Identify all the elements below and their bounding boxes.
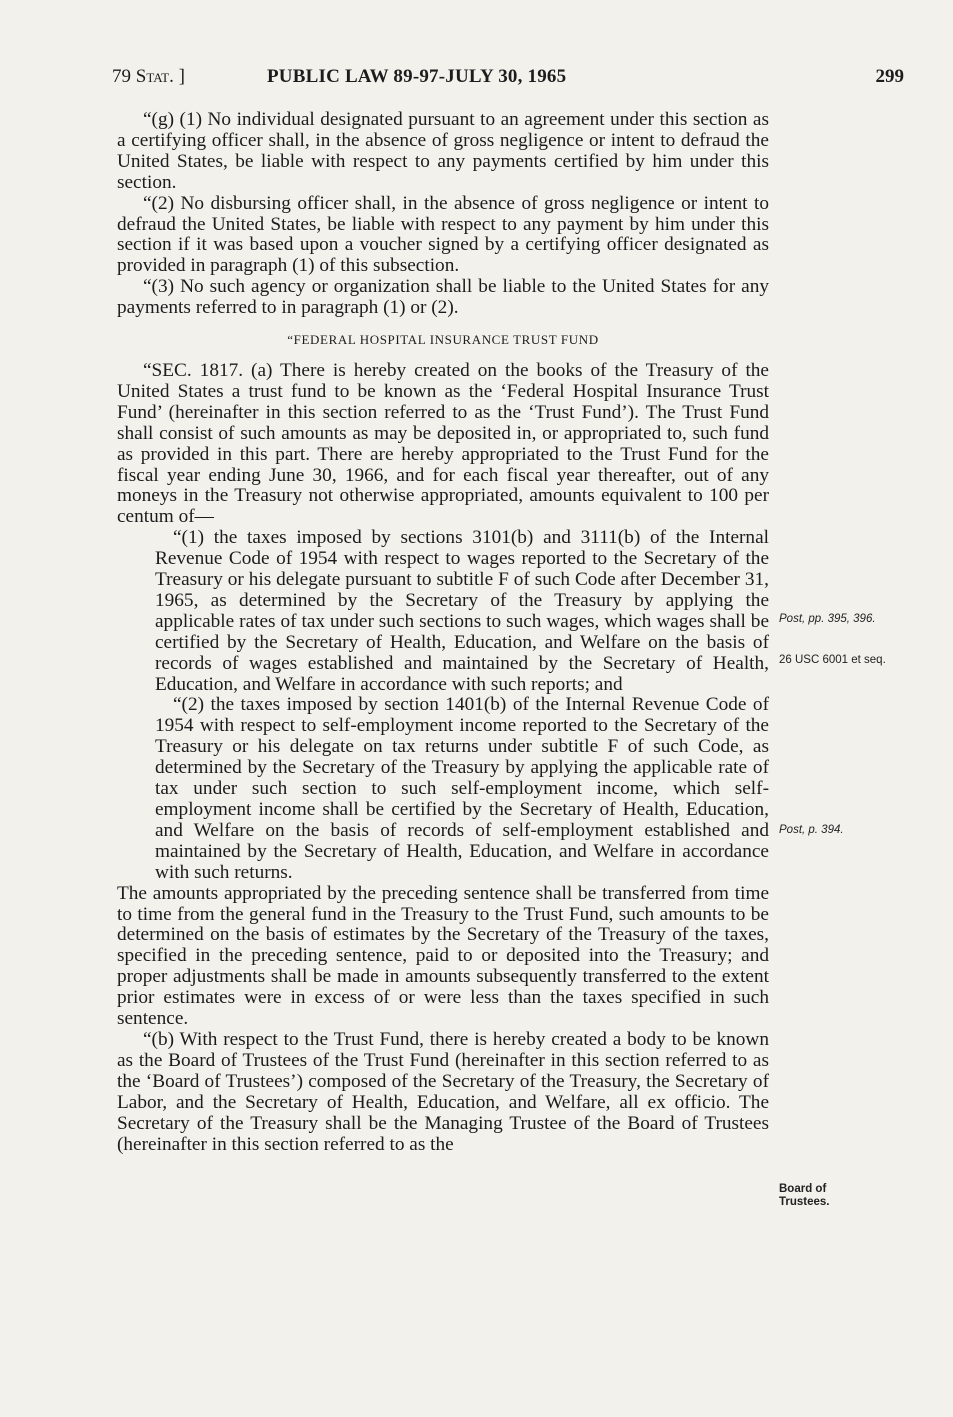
paragraph-g1: “(g) (1) No individual designated pursuant to an agreement under this section as a certifying officer shall, in the absence of gross negligence or intent to defraud the United States, be liable with respect to any payments certified by him under this section.	[117, 109, 769, 193]
page-header	[112, 66, 904, 94]
section-heading: “FEDERAL HOSPITAL INSURANCE TRUST FUND	[287, 332, 599, 348]
body-text	[117, 110, 769, 1155]
margin-note-post-395: Post, pp. 395, 396.	[779, 613, 876, 625]
page-number: 299	[875, 66, 904, 87]
margin-note-board-of-trustees: Board of Trustees.	[779, 1183, 830, 1208]
paragraph-amounts: The amounts appropriated by the preceding sentence shall be transferred from time to time from the general fund in the Treasury to the Trust Fund, such amounts to be determined on the basis of estimates by the Secretary of the Treasury of the taxes, specified in the preceding sentence, paid to or deposited into the Treasury; and proper adjustments shall be made in amounts subsequently transferred to the extent prior estimates were in excess of or were less than the taxes specified in such sentence.	[117, 882, 769, 1030]
paragraph-g2: “(2) No disbursing officer shall, in the absence of gross negligence or intent to defraud the United States, be liable with respect to any payment by him under this section if it was based upon a voucher signed by a certifying officer designated as provided in paragraph (1) of this subsection.	[117, 192, 769, 277]
margin-note-26-usc: 26 USC 6001 et seq.	[779, 654, 886, 666]
paragraph-item-1: “(1) the taxes imposed by sections 3101(b) and 3111(b) of the Internal Revenue Code of 1954 with respect to wages reported to the Secretary of the Treasury or his delegate pursuant to subtitle F of such Code after December 31, 1965, as determined by the Secretary of the Treasury by applying the applicable rates of tax under such sections to such wages, which wages shall be certified by the Secretary of Health, Education, and Welfare on the basis of records of wages established and maintained by the Secretary of Health, Education, and Welfare in accordance with such reports; and	[155, 527, 769, 695]
paragraph-item-2: “(2) the taxes imposed by section 1401(b) of the Internal Revenue Code of 1954 with respect to self-employment income reported to the Secretary of the Treasury or his delegate on tax returns under subtitle F of such Code, as determined by the Secretary of the Treasury by applying the applicable rate of tax under such section to such self-employment income, which self-employment income shall be certified by the Secretary of Health, Education, and Welfare on the basis of records of self-employment established and maintained by the Secretary of Health, Education, and Welfare in accordance with such returns.	[155, 694, 769, 883]
paragraph-sec-1817-a: “SEC. 1817. (a) There is hereby created on the books of the Treasury of the United States a trust fund to be known as the ‘Federal Hospital Insurance Trust Fund’ (hereinafter in this section referred to as the ‘Trust Fund’). The Trust Fund shall consist of such amounts as may be deposited in, or appropriated to, such fund as provided in this part. There are hereby appropriated to the Trust Fund for the fiscal year ending June 30, 1966, and for each fiscal year thereafter, out of any moneys in the Treasury not otherwise appropriated, amounts equivalent to 100 per centum of—	[117, 359, 769, 528]
law-title: PUBLIC LAW 89-97-JULY 30, 1965	[267, 66, 567, 87]
statute-volume: 79 Stat. ]	[112, 66, 185, 87]
paragraph-b: “(b) With respect to the Trust Fund, there is hereby created a body to be known as the Board of Trustees of the Trust Fund (hereinafter in this section referred to as the ‘Board of Trustees’) composed of the Secretary of the Treasury, the Secretary of Labor, and the Secretary of Health, Education, and Welfare, all ex officio. The Secretary of the Treasury shall be the Managing Trustee of the Board of Trustees (hereinafter in this section referred to as the	[117, 1028, 769, 1155]
margin-note-post-394: Post, p. 394.	[779, 824, 844, 836]
paragraph-g3: “(3) No such agency or organization shall be liable to the United States for any payments referred to in paragraph (1) or (2).	[117, 276, 769, 319]
